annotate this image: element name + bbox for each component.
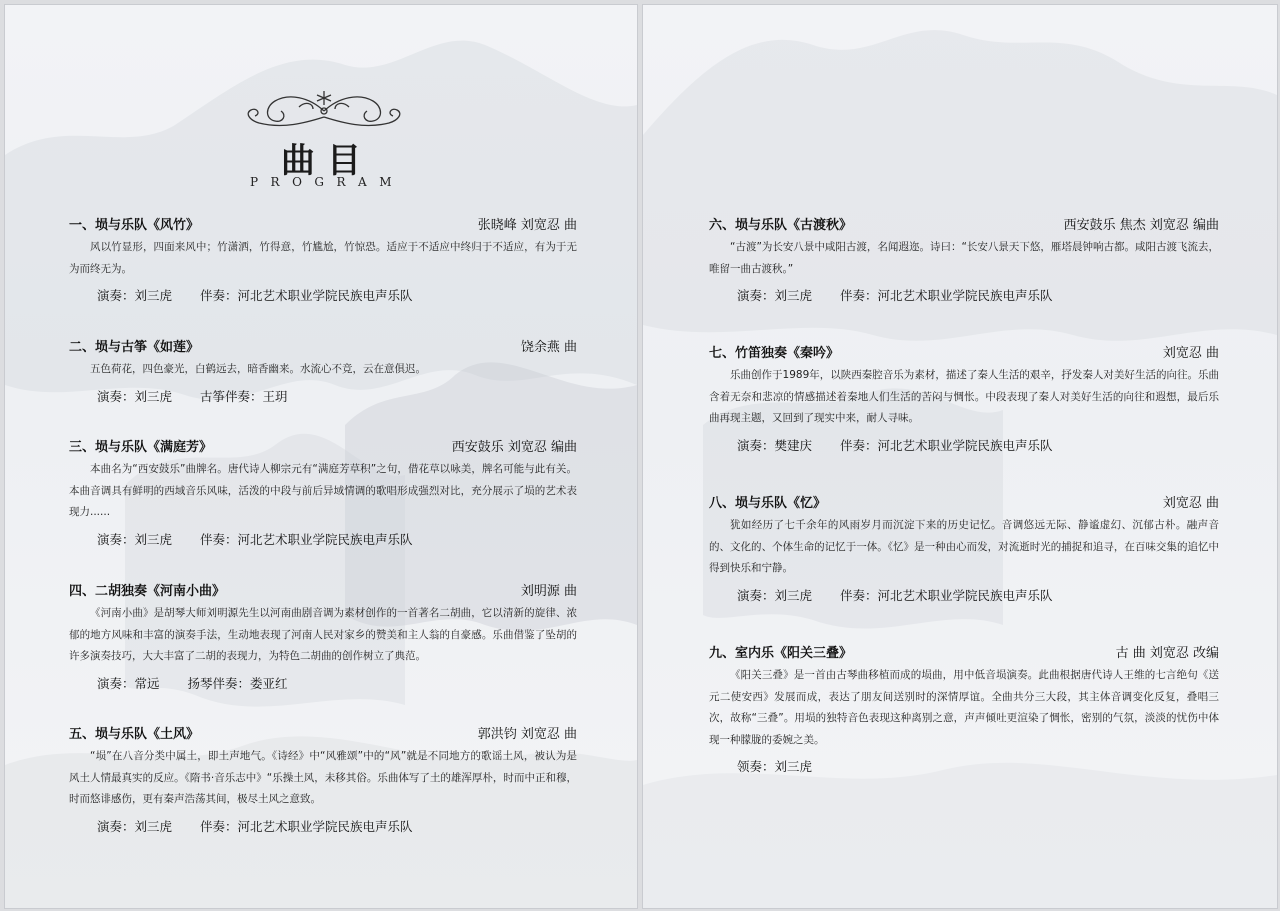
program-item	[709, 214, 1219, 304]
program-item	[709, 642, 1219, 775]
program-item	[69, 723, 577, 835]
item-title: 二、埙与古筝《如莲》	[69, 340, 200, 355]
program-item	[69, 214, 577, 304]
accompaniment: 伴奏：河北艺术职业学院民族电声乐队	[200, 288, 413, 303]
program-title: 曲目	[281, 141, 373, 181]
accompaniment: 扬琴伴奏：娄亚红	[187, 675, 288, 691]
item-credit: 古 曲 刘宽忍 改编	[1115, 646, 1219, 661]
program-item	[69, 336, 577, 405]
item-description: 犹如经历了七千余年的风雨岁月而沉淀下来的历史记忆。音调悠远无际、静谧虚幻、沉郁古朴。融声音的、文化的、个体生命的记忆于一体。《忆》是一种由心而发，对流逝时光的捕捉和追寻，在百味交集的追忆中得到快乐和宁静。	[709, 519, 1219, 574]
program-item	[69, 580, 577, 692]
performer: 领奏：刘三虎	[737, 759, 813, 774]
accompaniment: 伴奏：河北艺术职业学院民族电声乐队	[840, 288, 1053, 303]
item-description: 五色荷花，四色豪光，白鹤远去，暗香幽来。水流心不竞，云在意俱迟。	[90, 363, 426, 375]
item-description: “埙”在八音分类中属土，即土声地气。《诗经》中“风雅颂”中的“风”就是不同地方的歌谣土风，被认为是风土人情最真实的反应。《隋书·音乐志中》“乐操土风，未移其俗。乐曲体写了土的雄浑厚朴，时而中正和穆，时而悠诽感伤，更有秦声浩荡其间，极尽土风之意致。	[69, 750, 577, 805]
item-credit: 刘宽忍 曲	[1162, 346, 1219, 361]
program-item	[709, 492, 1219, 604]
item-credit: 郭洪钧 刘宽忍 曲	[477, 727, 577, 742]
program-page-right	[642, 4, 1278, 909]
item-performers	[69, 286, 577, 304]
item-performers	[69, 817, 577, 835]
item-title: 八、埙与乐队《忆》	[709, 496, 827, 511]
program-subtitle: PROGRAM	[249, 175, 405, 189]
item-performers	[69, 674, 577, 692]
item-description: 乐曲创作于1989年，以陕西秦腔音乐为素材，描述了秦人生活的艰辛，抒发秦人对美好生活的向往。乐曲含着无奈和悲凉的情感描述着秦地人们生活的苦闷与惆怅。中段表现了秦人对美好生活的向往和遐想，最后乐曲再现主题，又回到了现实中来，耐人寻味。	[709, 369, 1219, 424]
performer: 演奏：刘三虎	[97, 288, 173, 303]
decorative-flourish	[239, 83, 409, 135]
accompaniment: 伴奏：河北艺术职业学院民族电声乐队	[200, 818, 413, 834]
item-performers	[709, 286, 1219, 304]
item-title: 七、竹笛独奏《秦吟》	[709, 346, 840, 361]
item-title: 四、二胡独奏《河南小曲》	[69, 584, 226, 599]
item-description: 《河南小曲》是胡琴大师刘明源先生以河南曲剧音调为素材创作的一首著名二胡曲，它以清新的旋律、浓郁的地方风味和丰富的演奏手法，生动地表现了河南人民对家乡的赞美和主人翁的自豪感。乐曲借鉴了坠胡的许多演奏技巧，大大丰富了二胡的表现力，为特色二胡曲的创作树立了典范。	[69, 607, 577, 662]
item-title: 九、室内乐《阳关三叠》	[709, 646, 853, 661]
item-credit: 饶余燕 曲	[520, 340, 577, 355]
accompaniment: 伴奏：河北艺术职业学院民族电声乐队	[200, 531, 413, 547]
item-performers	[709, 757, 1219, 775]
performer: 演奏：刘三虎	[97, 818, 173, 834]
item-title: 一、埙与乐队《风竹》	[69, 218, 200, 233]
item-description: “古渡”为长安八景中咸阳古渡，名闻遐迩。诗曰：“长安八景天下悠，雁塔晨钟响古都。咸阳古渡飞流去，唯留一曲古渡秋。”	[709, 241, 1219, 275]
performer: 演奏：常远	[97, 675, 160, 691]
item-description: 风以竹显形，四面来风中；竹潇洒，竹得意，竹尴尬，竹惊恐。适应于不适应中终归于不适应，有为于无为而终无为。	[69, 241, 577, 275]
performer: 演奏：刘三虎	[737, 587, 813, 603]
accompaniment: 伴奏：河北艺术职业学院民族电声乐队	[840, 437, 1053, 453]
item-credit: 西安鼓乐 焦杰 刘宽忍 编曲	[1063, 218, 1219, 233]
program-item	[709, 342, 1219, 454]
item-title: 三、埙与乐队《满庭芳》	[69, 440, 213, 455]
item-performers	[69, 530, 577, 548]
item-description: 《阳关三叠》是一首由古琴曲移植而成的埙曲，用中低音埙演奏。此曲根据唐代诗人王维的七言绝句《送元二使安西》发展而成，表达了朋友间送别时的深情厚谊。全曲共分三大段，其主体音调变化反复，叠唱三次，故称“三叠”。用埙的独特音色表现这种离别之意，声声倾吐更渲染了惆怅，密别的气氛，淡淡的忧伤中体现一种朦胧的委婉之美。	[709, 669, 1219, 746]
item-credit: 刘宽忍 曲	[1162, 496, 1219, 511]
item-performers	[709, 586, 1219, 604]
program-page-left	[4, 4, 638, 909]
accompaniment: 伴奏：河北艺术职业学院民族电声乐队	[840, 587, 1053, 603]
performer: 演奏：刘三虎	[737, 288, 813, 303]
item-performers	[69, 387, 577, 405]
item-credit: 刘明源 曲	[520, 584, 577, 599]
item-credit: 张晓峰 刘宽忍 曲	[477, 218, 577, 233]
performer: 演奏：刘三虎	[97, 531, 173, 547]
performer: 演奏：刘三虎	[97, 388, 173, 404]
accompaniment: 古筝伴奏：王玥	[200, 388, 288, 404]
item-title: 五、埙与乐队《土风》	[69, 727, 200, 742]
item-description: 本曲名为“西安鼓乐”曲牌名。唐代诗人柳宗元有“满庭芳草积”之句，借花草以咏美，牌名可能与此有关。本曲音调具有鲜明的西域音乐风味，活泼的中段与前后异域情调的歌唱形成强烈对比，充分展示了埙的艺术表现力......	[69, 463, 577, 518]
item-credit: 西安鼓乐 刘宽忍 编曲	[451, 440, 577, 455]
performer: 演奏：樊建庆	[737, 437, 813, 453]
program-item	[69, 436, 577, 548]
item-performers	[709, 436, 1219, 454]
item-title: 六、埙与乐队《古渡秋》	[709, 218, 853, 233]
